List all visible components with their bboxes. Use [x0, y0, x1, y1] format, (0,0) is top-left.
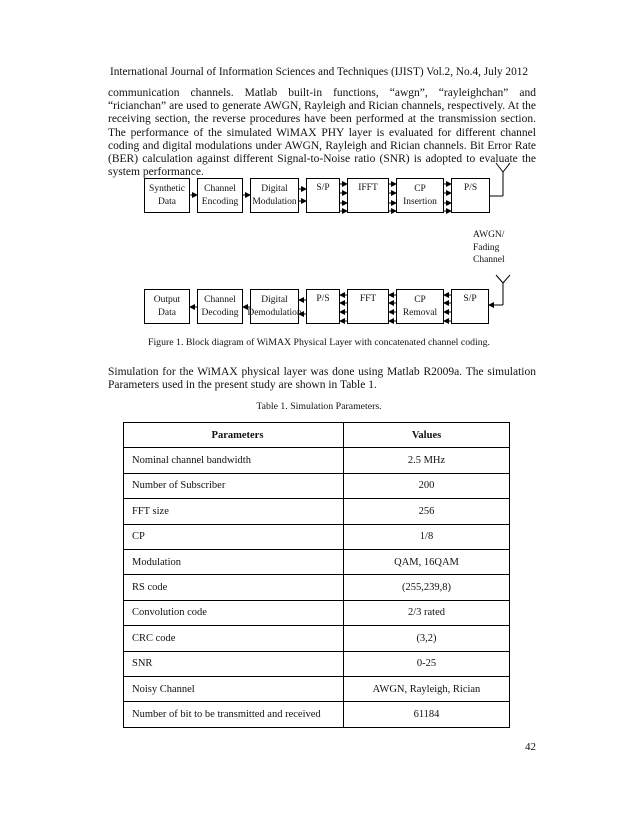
block-label-line: FFT [359, 294, 377, 304]
figure-caption: Figure 1. Block diagram of WiMAX Physical Layer with concatenated channel coding. [148, 337, 490, 348]
block-label-line: CP [414, 183, 426, 194]
param-cell: Noisy Channel [124, 676, 344, 701]
block-label-line: IFFT [358, 183, 378, 193]
block-label-line: P/S [316, 294, 330, 304]
value-cell: 200 [344, 473, 510, 498]
block-digital-demodulation [247, 289, 302, 324]
block-channel-decoding [197, 289, 243, 324]
block-p-s-tx [451, 178, 490, 213]
block-fft [347, 289, 389, 324]
block-output-data [144, 289, 190, 324]
value-cell: 2/3 rated [344, 600, 510, 625]
param-cell: Convolution code [124, 600, 344, 625]
block-label-line: Insertion [403, 196, 437, 207]
value-cell: 61184 [344, 702, 510, 727]
block-label-line: Channel [204, 294, 236, 305]
table-row [124, 524, 510, 549]
block-label-line: CP [414, 294, 426, 305]
block-label-line: Output [153, 294, 181, 305]
block-label-line: Digital [261, 183, 288, 194]
table-row [124, 473, 510, 498]
header-values: Values [344, 423, 510, 448]
block-s-p-tx [306, 178, 340, 213]
block-label-line: Digital [261, 294, 288, 305]
block-label-line: Removal [402, 307, 438, 318]
block-p-s-rx [306, 289, 340, 324]
channel-label-line: Fading [473, 242, 500, 253]
block-cp-insertion [396, 178, 444, 213]
header-parameters: Parameters [124, 423, 344, 448]
block-synthetic-data [144, 178, 190, 213]
table-row [124, 575, 510, 600]
simulation-parameters-table [123, 422, 510, 728]
value-cell: QAM, 16QAM [344, 549, 510, 574]
table-row [124, 549, 510, 574]
channel-label-line: Channel [473, 255, 505, 265]
table-caption: Table 1. Simulation Parameters. [256, 401, 382, 412]
body-paragraph-2: Simulation for the WiMAX physical layer was done using Matlab R2009a. The simulation Parameters used in the present study are shown in Table 1. [108, 366, 536, 392]
block-cp-removal [396, 289, 444, 324]
awgn-fading-channel-label [473, 229, 505, 267]
block-digital-modulation [250, 178, 299, 213]
block-label-line: Demodulation [247, 307, 302, 318]
block-label-line: Data [158, 307, 176, 318]
block-ifft [347, 178, 389, 213]
param-cell: Modulation [124, 549, 344, 574]
block-label-line: Data [158, 196, 176, 207]
channel-label-line: AWGN/ [473, 230, 505, 240]
value-cell: 0-25 [344, 651, 510, 676]
param-cell: Number of Subscriber [124, 473, 344, 498]
value-cell: 1/8 [344, 524, 510, 549]
value-cell: AWGN, Rayleigh, Rician [344, 676, 510, 701]
block-label-line: S/P [463, 294, 477, 304]
block-s-p-rx [451, 289, 489, 324]
param-cell: FFT size [124, 499, 344, 524]
block-label-line: Decoding [201, 307, 239, 318]
table-row [124, 651, 510, 676]
block-label-line: S/P [316, 183, 330, 193]
param-cell: CRC code [124, 626, 344, 651]
param-cell: Number of bit to be transmitted and received [124, 702, 344, 727]
table-row [124, 626, 510, 651]
body-paragraph-1: communication channels. Matlab built-in functions, “awgn”, “rayleighchan” and “ricianchan” are used to generate AWGN, Rayleigh and Rician channels, respectively. At the receiving section, the reverse procedures have been performed at the transmission section. The performance of the simulated WiMAX PHY layer is evaluated for different channel coding and digital modulations under AWGN, Rayleigh and Rician channels. Bit Error Rate (BER) calculation against different Signal-to-Noise ratio (SNR) is adopted to evaluate the system performance. [108, 87, 536, 179]
param-cell: Nominal channel bandwidth [124, 448, 344, 473]
journal-header: International Journal of Information Sciences and Techniques (IJIST) Vol.2, No.4, July 2012 [109, 66, 529, 78]
block-channel-encoding [197, 178, 243, 213]
table-row [124, 676, 510, 701]
value-cell: (255,239,8) [344, 575, 510, 600]
table-row [124, 499, 510, 524]
page-number: 42 [525, 741, 536, 753]
table-row [124, 448, 510, 473]
value-cell: 256 [344, 499, 510, 524]
value-cell: 2.5 MHz [344, 448, 510, 473]
table-row [124, 600, 510, 625]
table-header-row [124, 423, 510, 448]
block-label-line: Modulation [252, 196, 297, 207]
block-label-line: P/S [463, 183, 478, 193]
param-cell: RS code [124, 575, 344, 600]
value-cell: (3,2) [344, 626, 510, 651]
block-label-line: Channel [204, 183, 236, 194]
param-cell: SNR [124, 651, 344, 676]
block-label-line: Encoding [201, 196, 239, 207]
table-row [124, 702, 510, 727]
block-label-line: Synthetic [149, 183, 185, 194]
param-cell: CP [124, 524, 344, 549]
